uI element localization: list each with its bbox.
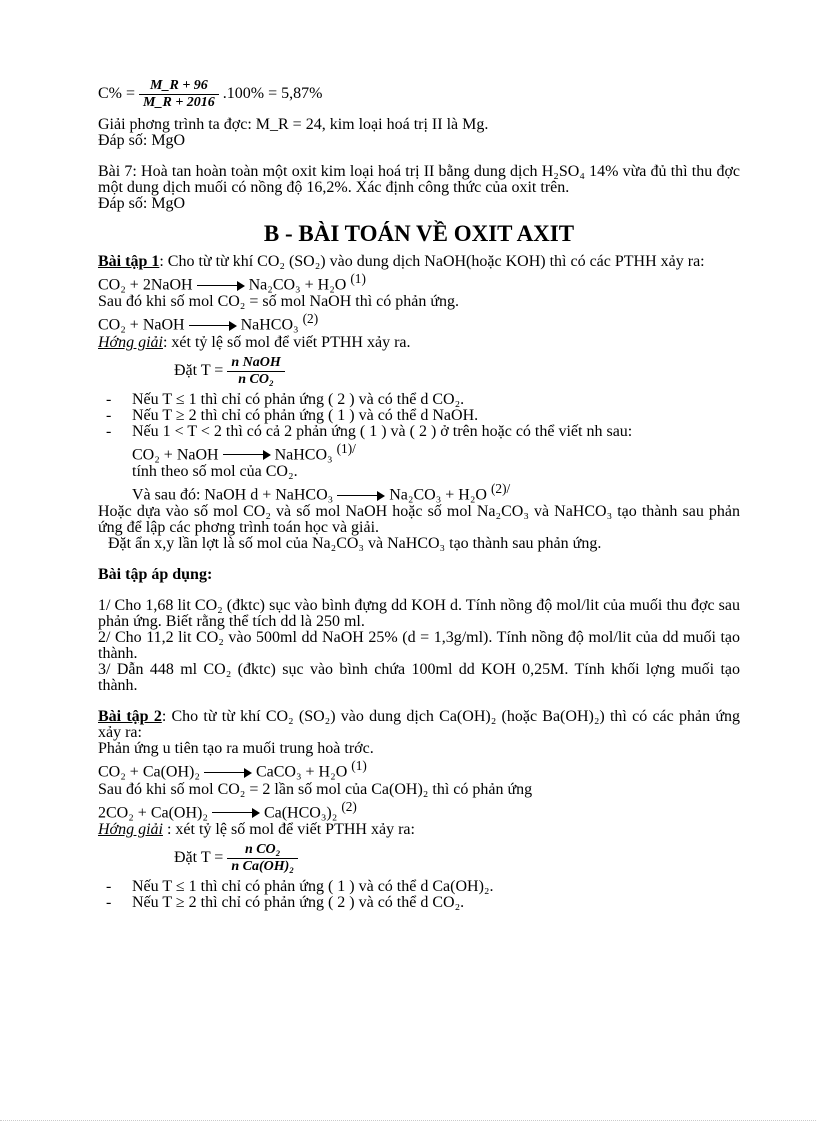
ratio-numerator: n NaOH	[227, 355, 284, 372]
reaction-arrow-icon	[197, 281, 245, 291]
ratio-denominator: n CO₂	[238, 371, 274, 387]
eq-right: NaHCO₃	[274, 445, 333, 463]
reaction-arrow-icon	[337, 491, 385, 501]
guidance-text: : xét tỷ lệ số mol để viết PTHH xảy ra:	[162, 820, 415, 838]
eq-left: 2CO₂ + Ca(OH)₂	[98, 803, 208, 821]
exercise-2-text: : Cho từ từ khí CO₂ (SO₂) vào dung dịch Ca(OH)₂ (hoặc Ba(OH)₂) thì có các phản ứng xảy ra:	[98, 708, 740, 742]
equation-6	[98, 798, 740, 822]
text-line: Sau đó khi số mol CO₂ = số mol NaOH thì có phản ứng.	[98, 293, 460, 311]
exercise-1-text: : Cho từ từ khí CO₂ (SO₂) vào dung dịch NaOH(hoặc KOH) thì có các PTHH xảy ra:	[159, 253, 705, 270]
list-item: - Nếu T ≥ 2 thì chỉ có phản ứng ( 1 ) và có thể d NaOH.	[98, 408, 740, 424]
eq-right: NaHCO₃	[240, 316, 299, 334]
formula-numerator: M_R + 96	[139, 78, 219, 95]
section-title: B - BÀI TOÁN VỀ OXIT AXIT	[263, 221, 575, 246]
eq-left: CO₂ + Ca(OH)₂	[98, 763, 200, 781]
eq-right: Ca(HCO₃)₂	[263, 803, 338, 821]
ratio-definition	[98, 842, 740, 875]
page-bottom-divider	[0, 1120, 816, 1121]
eq-tag: (1)/	[336, 440, 356, 456]
equation-1	[98, 270, 740, 294]
exercise-1-intro	[98, 254, 740, 270]
list-item: - Nếu T ≤ 1 thì chỉ có phản ứng ( 1 ) và có thể d Ca(OH)₂.	[98, 879, 740, 895]
reaction-arrow-icon	[189, 321, 237, 331]
answer-line: Đáp số: MgO	[98, 132, 186, 149]
solution-line: Giải phơng trình ta đợc: M_R = 24, kim loại hoá trị II là Mg.	[98, 116, 489, 133]
equation-3	[98, 440, 740, 464]
list-item: - Nếu T ≥ 2 thì chỉ có phản ứng ( 2 ) và có thể d CO₂.	[98, 895, 740, 911]
ratio-definition	[98, 355, 740, 388]
equation-5	[98, 757, 740, 781]
eq-tag: (2)	[302, 311, 319, 327]
text-line: tính theo số mol của CO₂.	[132, 462, 298, 480]
ratio-label: Đặt T =	[174, 361, 224, 379]
concentration-formula	[98, 78, 740, 111]
equation-4	[98, 480, 740, 504]
exercise-2-intro	[98, 709, 740, 741]
guidance-line	[98, 822, 740, 838]
answer-line: Đáp số: MgO	[98, 195, 186, 212]
text-line: Phản ứng u tiên tạo ra muối trung hoà trớc.	[98, 740, 374, 758]
equation-2	[98, 310, 740, 334]
practice-question-1: 1/ Cho 1,68 lit CO₂ (đktc) sục vào bình đựng dd KOH d. Tính nồng độ mol/lit của muối thu đợc sau phản ứng. Biết rằng thể tích dd là 250 ml.	[98, 597, 740, 631]
practice-question-2: 2/ Cho 11,2 lit CO₂ vào 500ml dd NaOH 25% (d = 1,3g/ml). Tính nồng độ mol/lit của dd muối tạo thành.	[98, 629, 740, 663]
case-list	[98, 392, 740, 440]
document-page	[98, 78, 740, 911]
eq-right: CaCO₃ + H₂O	[255, 763, 348, 781]
ratio-label: Đặt T =	[174, 849, 224, 867]
eq-left: CO₂ + 2NaOH	[98, 276, 193, 294]
practice-heading: Bài tập áp dụng:	[98, 566, 213, 584]
eq-tag: (1)	[351, 758, 367, 774]
text-paragraph: Hoặc dựa vào số mol CO₂ và số mol NaOH hoặc số mol Na₂CO₃ và NaHCO₃ tạo thành sau phản ứng để lập các phơng trình toán học và giải.	[98, 503, 740, 537]
eq-tag: (2)	[341, 798, 357, 814]
eq-tag: (1)	[350, 271, 366, 286]
case-list	[98, 879, 740, 911]
exercise-1-label: Bài tập 1	[98, 253, 160, 270]
formula-denominator: M_R + 2016	[143, 95, 215, 110]
practice-question-3: 3/ Dẫn 448 ml CO₂ (đktc) sục vào bình chứa 100ml dd KOH 0,25M. Tính khối lợng muối tạo thành.	[98, 661, 740, 695]
guidance-label: Hớng giải	[98, 820, 163, 838]
guidance-text: : xét tỷ lệ số mol để viết PTHH xảy ra.	[162, 333, 411, 351]
exercise-2-label: Bài tập 2	[98, 708, 162, 726]
formula-prefix: C% =	[98, 85, 136, 103]
reaction-arrow-icon	[212, 808, 260, 818]
eq-left: CO₂ + NaOH	[98, 316, 185, 334]
eq-left: Và sau đó: NaOH d + NaHCO₃	[132, 486, 334, 504]
ratio-fraction	[227, 355, 284, 388]
text-line: Đặt ẩn x,y lần lợt là số mol của Na₂CO₃ và NaHCO₃ tạo thành sau phản ứng.	[108, 535, 602, 553]
list-item: - Nếu 1 < T < 2 thì có cả 2 phản ứng ( 1 ) và ( 2 ) ở trên hoặc có thể viết nh sau:	[98, 424, 740, 440]
eq-right: Na₂CO₃ + H₂O	[389, 486, 487, 504]
ratio-fraction	[227, 842, 298, 875]
guidance-label: Hớng giải	[98, 333, 163, 351]
list-item: - Nếu T ≤ 1 thì chỉ có phản ứng ( 2 ) và có thể d CO₂.	[98, 392, 740, 408]
guidance-line	[98, 335, 740, 351]
formula-fraction	[139, 78, 219, 111]
reaction-arrow-icon	[204, 768, 252, 778]
reaction-arrow-icon	[223, 450, 271, 460]
eq-right: Na₂CO₃ + H₂O	[248, 276, 347, 294]
text-line: Sau đó khi số mol CO₂ = 2 lần số mol của Ca(OH)₂ thì có phản ứng	[98, 780, 533, 798]
exercise-7: Bài 7: Hoà tan hoàn toàn một oxit kim loại hoá trị II bằng dung dịch H₂SO₄ 14% vừa đủ thì thu đợc một dung dịch muối có nồng độ 16,2%. Xác định công thức của oxit trên.	[98, 163, 740, 196]
ratio-denominator: n Ca(OH)₂	[231, 858, 295, 874]
formula-suffix: .100% = 5,87%	[222, 85, 323, 103]
eq-left: CO₂ + NaOH	[132, 445, 219, 463]
ratio-numerator: n CO₂	[227, 842, 298, 859]
eq-tag: (2)/	[490, 480, 511, 496]
